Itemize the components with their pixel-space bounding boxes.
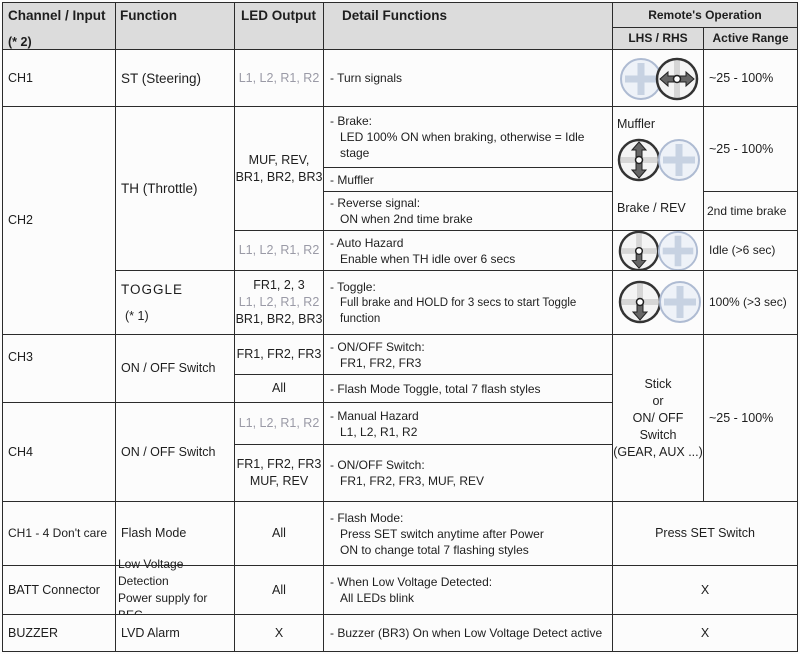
batt-function xyxy=(115,557,235,615)
stick-vertical-icon xyxy=(617,138,661,187)
stick-line2: or xyxy=(652,393,664,408)
ch4-channel: CH4 xyxy=(2,402,116,502)
flash-detail xyxy=(323,501,613,566)
buzzer-operation: X xyxy=(612,614,798,652)
batt-detail xyxy=(323,565,613,615)
ch2-reverse-detail xyxy=(323,191,613,231)
ch2-reverse-detail-line2: ON when 2nd time brake xyxy=(340,212,473,226)
flash-led: All xyxy=(234,501,324,566)
ch1-stick-cell xyxy=(612,49,704,107)
stick-line4: (GEAR, AUX ...) xyxy=(613,444,703,459)
ch4-led-2-line1: FR1, FR2, FR3 xyxy=(236,457,322,471)
ch2-brake-detail-line2: LED 100% ON when braking, otherwise = Idle stage xyxy=(340,130,585,160)
ch2-brake-detail xyxy=(323,106,613,168)
ch3-function: ON / OFF Switch xyxy=(115,334,235,403)
ch2-led-brake xyxy=(234,106,324,231)
toggle-detail-line2: Full brake and HOLD for 3 secs to start Toggle function xyxy=(340,296,577,325)
ch2-toggle-detail xyxy=(323,270,613,335)
ch2-brake-range: ~25 - 100% xyxy=(703,106,798,192)
flash-function: Flash Mode xyxy=(115,501,235,566)
stick-horizontal-icon xyxy=(655,57,699,106)
ch34-active-range: ~25 - 100% xyxy=(703,334,798,502)
batt-detail-line2: All LEDs blink xyxy=(340,591,415,605)
ch4-function: ON / OFF Switch xyxy=(115,402,235,502)
buzzer-channel: BUZZER xyxy=(2,614,116,652)
batt-operation: X xyxy=(612,565,798,615)
ch2-toggle-stick-cell xyxy=(612,270,704,335)
led-toggle-line3: BR1, BR2, BR3 xyxy=(235,312,323,326)
led-toggle-line1: FR1, 2, 3 xyxy=(253,278,305,292)
ch3-detail-1-line2: FR1, FR2, FR3 xyxy=(340,355,422,370)
batt-function-line1: Low Voltage Detection xyxy=(118,557,184,588)
flash-channel: CH1 - 4 Don't care xyxy=(2,501,116,566)
ch2-led-brake-line1: MUF, REV, xyxy=(248,152,310,167)
ch3-detail-1-line1: - ON/OFF Switch: xyxy=(330,339,425,354)
batt-function-line2: Power supply for xyxy=(118,591,208,605)
ch2-toggle-function xyxy=(115,270,235,335)
ch3-led-2: All xyxy=(234,374,324,403)
ch1-active-range: ~25 - 100% xyxy=(703,49,798,107)
brake-rev-label: Brake / REV xyxy=(617,201,686,215)
buzzer-led: X xyxy=(234,614,324,652)
ch2-hazard-detail xyxy=(323,230,613,271)
ch2-brake-stick-cell xyxy=(612,106,704,231)
batt-detail-line1: - When Low Voltage Detected: xyxy=(330,575,493,589)
ch1-led-output: L1, L2, R1, R2 xyxy=(234,49,324,107)
toggle-label: TOGGLE xyxy=(121,281,184,297)
ch2-led-brake-line2: BR1, BR2, BR3 xyxy=(235,169,323,184)
header-active-range: Active Range xyxy=(703,27,798,50)
flash-detail-line3: ON to change total 7 flashing styles xyxy=(340,542,529,557)
ch2-hazard-detail-line1: - Auto Hazard xyxy=(330,235,404,250)
buzzer-detail: - Buzzer (BR3) On when Low Voltage Detect active xyxy=(323,614,613,652)
ch2-reverse-range: 2nd time brake xyxy=(703,191,798,231)
stick-or-switch xyxy=(612,334,704,502)
batt-channel: BATT Connector xyxy=(2,565,116,615)
ch4-detail-2-line1: - ON/OFF Switch: xyxy=(330,458,425,472)
toggle-detail-line1: - Toggle: xyxy=(330,279,376,294)
ch4-led-2-line2: MUF, REV xyxy=(249,474,309,488)
flash-detail-line1: - Flash Mode: xyxy=(330,510,404,525)
led-toggle-line2: L1, L2, R1, R2 xyxy=(238,295,320,309)
ch2-led-hazard: L1, L2, R1, R2 xyxy=(234,230,324,271)
ch2-channel: CH2 xyxy=(2,106,116,335)
ch3-channel: CH3 xyxy=(2,334,116,403)
header-detail-functions: Detail Functions xyxy=(323,2,613,50)
ch2-reverse-detail-line1: - Reverse signal: xyxy=(330,196,421,210)
ch2-muffler-detail: - Muffler xyxy=(323,167,613,192)
ch4-detail-1-line1: - Manual Hazard xyxy=(330,408,419,423)
ch3-detail-2: - Flash Mode Toggle, total 7 flash styles xyxy=(323,374,613,403)
header-led-output: LED Output xyxy=(234,2,324,50)
header-lhs-rhs: LHS / RHS xyxy=(612,27,704,50)
ghost-stick-icon xyxy=(657,138,701,187)
ch2-toggle-range: 100% (>3 sec) xyxy=(703,270,798,335)
ch2-hazard-range: Idle (>6 sec) xyxy=(703,230,798,271)
batt-led: All xyxy=(234,565,324,615)
header-note2: (* 2) xyxy=(8,35,32,49)
ch1-channel: CH1 xyxy=(2,49,116,107)
ch4-led-2 xyxy=(234,444,324,502)
ch1-function: ST (Steering) xyxy=(115,49,235,107)
flash-detail-line2: Press SET switch anytime after Power xyxy=(340,526,544,541)
ch3-detail-1 xyxy=(323,334,613,375)
ch4-detail-1-line2: L1, L2, R1, R2 xyxy=(340,424,418,439)
note1-label: (* 1) xyxy=(125,308,149,323)
flash-operation: Press SET Switch xyxy=(612,501,798,566)
ch2-brake-detail-line1: - Brake: xyxy=(330,114,373,128)
stick-down-icon xyxy=(618,280,662,329)
muffler-label: Muffler xyxy=(617,117,655,131)
ch2-hazard-detail-line2: Enable when TH idle over 6 secs xyxy=(340,251,516,266)
ch1-detail: - Turn signals xyxy=(323,49,613,107)
header-channel-input xyxy=(2,2,116,50)
ch4-detail-2 xyxy=(323,444,613,502)
buzzer-function: LVD Alarm xyxy=(115,614,235,652)
header-channel-input-label: Channel / Input xyxy=(8,8,106,23)
ghost-stick-icon xyxy=(658,280,702,329)
ch3-led-1: FR1, FR2, FR3 xyxy=(234,334,324,375)
ch4-detail-2-line2: FR1, FR2, FR3, MUF, REV xyxy=(340,474,485,488)
ch4-detail-1 xyxy=(323,402,613,445)
ch4-led-1: L1, L2, R1, R2 xyxy=(234,402,324,445)
ch2-hazard-stick-cell xyxy=(612,230,704,271)
ch2-th-function: TH (Throttle) xyxy=(115,106,235,271)
stick-line1: Stick xyxy=(644,376,672,391)
header-function: Function xyxy=(115,2,235,50)
header-remotes-operation: Remote's Operation xyxy=(612,2,798,28)
stick-line3: ON/ OFF Switch xyxy=(632,410,684,442)
ch2-led-toggle xyxy=(234,270,324,335)
